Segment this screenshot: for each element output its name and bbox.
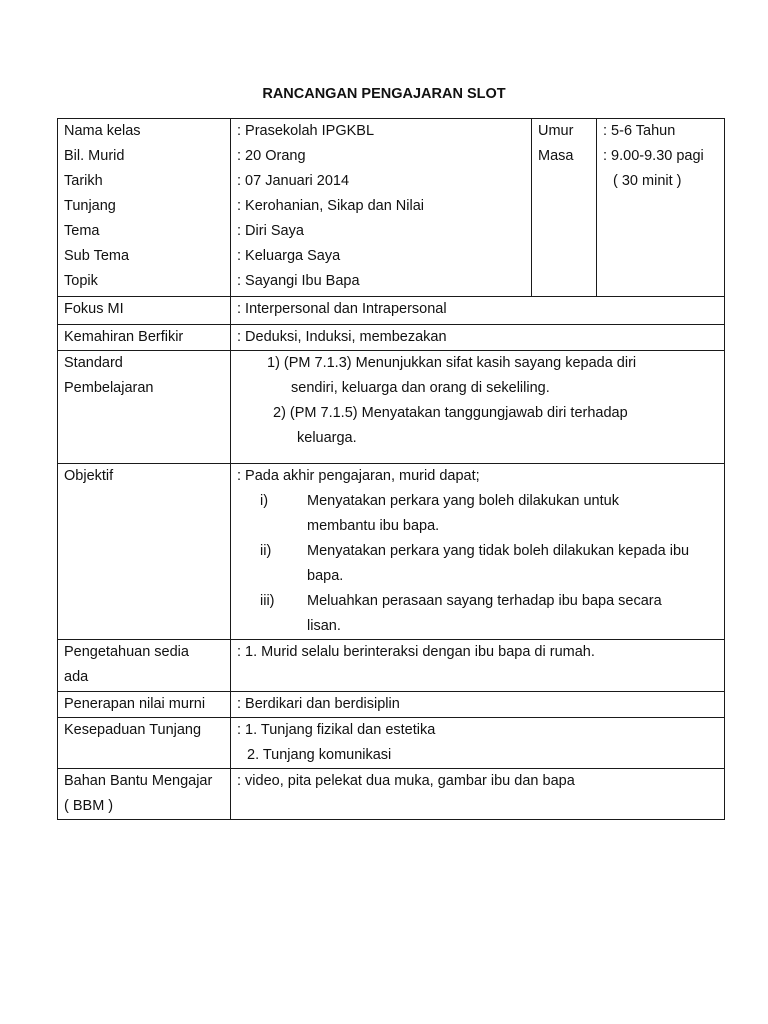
value-bahan-bantu-mengajar: : video, pita pelekat dua muka, gambar ibu dan bapa [231, 769, 725, 820]
value-kesepaduan-tunjang [231, 718, 725, 769]
kesepaduan-item-1: : 1. Tunjang fizikal dan estetika [237, 722, 436, 738]
objektif-item-ii-number: ii) [260, 543, 272, 559]
label-fokus-mi: Fokus MI [58, 297, 231, 325]
label-tema: Tema [64, 223, 100, 239]
label-penerapan-nilai-murni: Penerapan nilai murni [58, 692, 231, 718]
objektif-item-iii-text-cont: lisan. [307, 618, 341, 634]
objektif-item-i-number: i) [260, 493, 269, 509]
header-row [58, 119, 725, 297]
label-tunjang: Tunjang [64, 198, 116, 214]
value-nama-kelas: : Prasekolah IPGKBL [237, 123, 375, 139]
value-umur: : 5-6 Tahun [603, 123, 676, 139]
label-bbm-line-2: ( BBM ) [64, 798, 114, 814]
value-bil-murid: : 20 Orang [237, 148, 306, 164]
label-umur: Umur [538, 123, 574, 139]
objektif-intro: : Pada akhir pengajaran, murid dapat; [237, 468, 480, 484]
label-tarikh: Tarikh [64, 173, 103, 189]
value-objektif [231, 464, 725, 640]
label-kesepaduan-tunjang: Kesepaduan Tunjang [58, 718, 231, 769]
header-values-cell [231, 119, 532, 297]
label-nama-kelas: Nama kelas [64, 123, 141, 139]
label-pengetahuan-line-1: Pengetahuan sedia [64, 644, 189, 660]
objektif-item-ii-text-cont: bapa. [307, 568, 344, 584]
document-title: RANCANGAN PENGAJARAN SLOT [262, 86, 506, 102]
value-pengetahuan-sedia-ada: : 1. Murid selalu berinteraksi dengan ibu bapa di rumah. [231, 640, 725, 692]
header-labels-cell [58, 119, 231, 297]
row-bahan-bantu-mengajar [58, 769, 725, 820]
label-objektif: Objektif [58, 464, 231, 640]
label-standard-pembelajaran [58, 351, 231, 464]
objektif-item-iii [237, 589, 724, 614]
objektif-item-i-text: Menyatakan perkara yang boleh dilakukan untuk [307, 493, 619, 509]
objektif-item-i-text-cont: membantu ibu bapa. [307, 518, 440, 534]
value-topik: : Sayangi Ibu Bapa [237, 273, 360, 289]
value-penerapan-nilai-murni: : Berdikari dan berdisiplin [231, 692, 725, 718]
label-bbm-line-1: Bahan Bantu Mengajar [64, 773, 213, 789]
lesson-plan-table [57, 118, 725, 820]
value-standard-pembelajaran [231, 351, 725, 464]
label-pengetahuan-line-2: ada [64, 669, 89, 685]
row-kesepaduan-tunjang [58, 718, 725, 769]
label-sub-tema: Sub Tema [64, 248, 130, 264]
value-tunjang: : Kerohanian, Sikap dan Nilai [237, 198, 425, 214]
value-sub-tema: : Keluarga Saya [237, 248, 341, 264]
side-values-cell [597, 119, 725, 297]
label-kemahiran-berfikir: Kemahiran Berfikir [58, 325, 231, 351]
label-topik: Topik [64, 273, 98, 289]
row-pengetahuan-sedia-ada [58, 640, 725, 692]
label-bahan-bantu-mengajar [58, 769, 231, 820]
value-tema: : Diri Saya [237, 223, 304, 239]
row-penerapan-nilai-murni [58, 692, 725, 718]
standard-item-2-line-2: keluarga. [297, 430, 357, 446]
value-duration: ( 30 minit ) [613, 173, 682, 189]
row-standard-pembelajaran [58, 351, 725, 464]
standard-item-2-line-1: 2) (PM 7.1.5) Menyatakan tanggungjawab diri terhadap [273, 405, 628, 421]
label-masa: Masa [538, 148, 574, 164]
objektif-item-iii-number: iii) [260, 593, 275, 609]
objektif-item-ii [237, 539, 724, 564]
label-standard-line-2: Pembelajaran [64, 380, 154, 396]
row-fokus-mi [58, 297, 725, 325]
value-tarikh: : 07 Januari 2014 [237, 173, 350, 189]
objektif-item-iii-text: Meluahkan perasaan sayang terhadap ibu bapa secara [307, 593, 662, 609]
label-pengetahuan-sedia-ada [58, 640, 231, 692]
value-fokus-mi: : Interpersonal dan Intrapersonal [231, 297, 725, 325]
standard-item-1-line-2: sendiri, keluarga dan orang di sekeliling. [291, 380, 550, 396]
row-kemahiran-berfikir [58, 325, 725, 351]
standard-item-1-line-1: 1) (PM 7.1.3) Menunjukkan sifat kasih sayang kepada diri [267, 355, 637, 371]
kesepaduan-item-2: 2. Tunjang komunikasi [247, 747, 392, 763]
value-kemahiran-berfikir: : Deduksi, Induksi, membezakan [231, 325, 725, 351]
label-bil-murid: Bil. Murid [64, 148, 125, 164]
label-standard-line-1: Standard [64, 355, 123, 371]
objektif-item-i [237, 489, 724, 514]
value-masa: : 9.00-9.30 pagi [603, 148, 704, 164]
row-objektif [58, 464, 725, 640]
side-labels-cell [532, 119, 597, 297]
objektif-item-ii-text: Menyatakan perkara yang tidak boleh dilakukan kepada ibu [307, 543, 690, 559]
